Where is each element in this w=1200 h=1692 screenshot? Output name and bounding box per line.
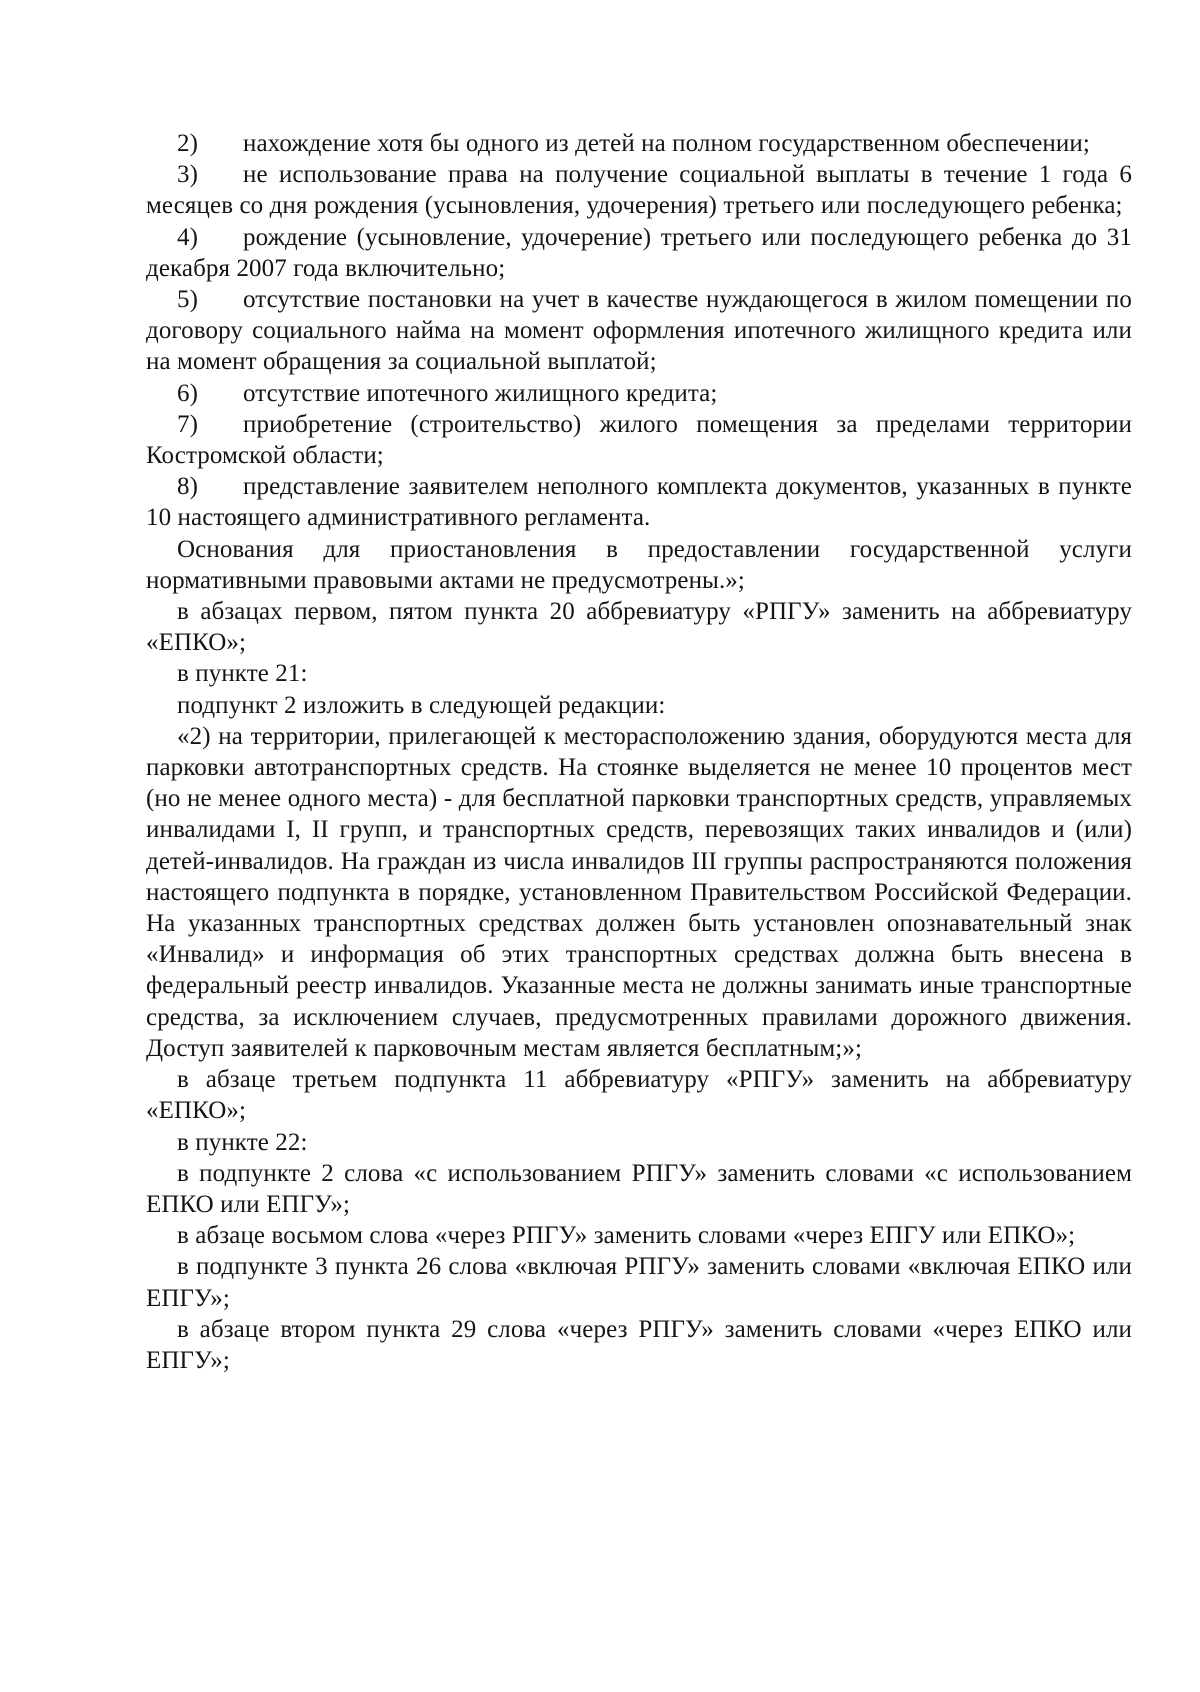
list-item-8 (146, 471, 1132, 533)
paragraph-point-22-abzac-8: в абзаце восьмом слова «через РПГУ» заменить словами «через ЕПГУ или ЕПКО»; (177, 1222, 1076, 1250)
paragraph-point-20: в абзацах первом, пятом пункта 20 аббревиатуру «РПГУ» заменить на аббревиатуру «ЕПКО»; (146, 598, 1132, 657)
paragraph-point-26: в подпункте 3 пункта 26 слова «включая РПГУ» заменить словами «включая ЕПКО или ЕПГУ»; (146, 1253, 1132, 1312)
paragraph-point-22: в пункте 22: (177, 1128, 308, 1156)
paragraph-subpoint-2-text: «2) на территории, прилегающей к месторасположению здания, оборудуются места для парковки автотранспортных средств. На стоянке выделяется не менее 10 процентов мест (но не менее одного места) - для бесплатной парковки транспортных средств, управляемых инвалидами I, II групп, и транспортных средств, перевозящих таких инвалидов и (или) детей-инвалидов. На граждан из числа инвалидов III группы распространяются положения настоящего подпункта в порядке, установленном Правительством Российской Федерации. На указанных транспортных средствах должен быть установлен опознавательный знак «Инвалид» и информация об этих транспортных средствах должна быть внесена в федеральный реестр инвалидов. Указанные места не должны занимать иные транспортные средства, за исключением случаев, предусмотренных правилами дорожного движения. Доступ заявителей к парковочным местам является бесплатным;»; (146, 722, 1132, 1062)
list-number: 8) (177, 473, 199, 501)
list-item-2 (146, 128, 1132, 159)
list-text: нахождение хотя бы одного из детей на полном государственном обеспечении; (243, 130, 1090, 157)
list-item-6 (146, 378, 1132, 409)
list-number: 5) (177, 286, 199, 314)
list-text: приобретение (строительство) жилого помещения за пределами территории Костромской области; (146, 410, 1132, 470)
paragraph-point-21: в пункте 21: (177, 660, 308, 688)
list-number: 7) (177, 410, 199, 438)
list-text: отсутствие ипотечного жилищного кредита; (243, 379, 718, 407)
list-item-5 (146, 284, 1132, 378)
list-number: 6) (177, 379, 199, 407)
list-text: отсутствие постановки на учет в качестве нуждающегося в жилом помещении по договору социального найма на момент оформления ипотечного жилищного кредита или на момент обращения за социальной выплатой; (146, 286, 1132, 376)
paragraph-subpoint-2-intro: подпункт 2 изложить в следующей редакции: (177, 691, 666, 719)
paragraph-subpoint-11: в абзаце третьем подпункта 11 аббревиатуру «РПГУ» заменить на аббревиатуру «ЕПКО»; (146, 1066, 1132, 1125)
list-text: представление заявителем неполного комплекта документов, указанных в пункте 10 настоящего административного регламента. (146, 473, 1132, 532)
paragraph-point-29: в абзаце втором пункта 29 слова «через РПГУ» заменить словами «через ЕПКО или ЕПГУ»; (146, 1315, 1132, 1374)
document-body (146, 128, 1132, 1376)
paragraph-suspension-grounds: Основания для приостановления в предоставлении государственной услуги нормативными правовыми актами не предусмотрены.»; (146, 535, 1132, 594)
list-number: 4) (177, 223, 199, 251)
list-number: 3) (177, 161, 199, 189)
list-item-3 (146, 159, 1132, 221)
list-text: не использование права на получение социальной выплаты в течение 1 года 6 месяцев со дня рождения (усыновления, удочерения) третьего или последующего ребенка; (146, 161, 1132, 220)
list-item-4 (146, 222, 1132, 284)
paragraph-point-22-subpoint-2: в подпункте 2 слова «с использованием РПГУ» заменить словами «с использованием ЕПКО или ЕПГУ»; (146, 1159, 1132, 1218)
list-item-7 (146, 409, 1132, 471)
list-number: 2) (177, 130, 199, 157)
list-text: рождение (усыновление, удочерение) третьего или последующего ребенка до 31 декабря 2007 года включительно; (146, 223, 1132, 282)
